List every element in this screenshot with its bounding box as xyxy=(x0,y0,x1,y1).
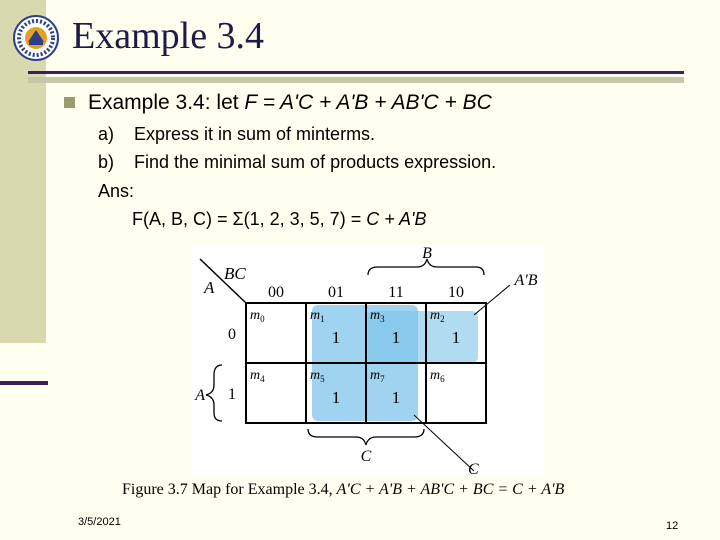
kmap-svg xyxy=(192,245,544,475)
slide-date: 3/5/2021 xyxy=(78,516,121,528)
minterm-label: $m_6$ xyxy=(430,368,445,384)
minterm-label: $m_3$ xyxy=(370,308,385,324)
title-shadow-divider xyxy=(28,77,684,83)
col-header: 10 xyxy=(448,284,464,301)
col-header: 11 xyxy=(388,284,404,301)
minterm-label: $m_2$ xyxy=(430,308,445,324)
cell-value: 1 xyxy=(391,388,401,407)
cell-value: 1 xyxy=(391,328,401,347)
corner-a-label: A xyxy=(204,278,215,297)
c-right-label: C xyxy=(468,461,479,478)
row-header: 0 xyxy=(228,326,236,343)
list-item-text: Find the minimal sum of products expression. xyxy=(134,152,497,172)
c-brace xyxy=(308,429,424,445)
a-prime-b-pointer xyxy=(474,285,510,315)
ans-label: Ans: xyxy=(98,181,135,201)
cell-value: 1 xyxy=(331,328,341,347)
bullet-expression: F = A'C + A'B + AB'C + BC xyxy=(244,91,492,114)
answer-lhs: F(A, B, C) = Σ(1, 2, 3, 5, 7) = xyxy=(132,209,367,229)
list-item-label: b) xyxy=(98,152,115,172)
minterm-label: $m_4$ xyxy=(250,368,265,384)
caption-prefix: Figure 3.7 Map for Example 3.4, xyxy=(122,481,337,498)
col-header: 01 xyxy=(328,284,344,301)
cell-value: 1 xyxy=(451,328,461,347)
minterm-label: $m_0$ xyxy=(250,308,265,324)
answer-rhs: C + A'B xyxy=(366,209,427,229)
answer-line xyxy=(132,209,427,230)
c-bottom-label: C xyxy=(360,448,372,465)
a-label: A xyxy=(195,387,205,404)
list-item xyxy=(98,124,375,145)
minterm-label: $m_5$ xyxy=(310,368,325,384)
bullet-square-icon xyxy=(64,97,75,108)
list-item-label: a) xyxy=(98,124,115,144)
sidebar-accent-line xyxy=(0,381,48,385)
col-header: 00 xyxy=(268,284,284,301)
minterm-label: $m_7$ xyxy=(370,368,385,384)
list-item xyxy=(98,152,496,173)
page-number: 12 xyxy=(666,520,679,532)
list-item-text: Express it in sum of minterms. xyxy=(134,124,376,144)
a-prime-b-label: A'B xyxy=(514,272,538,289)
bullet-prefix: Example 3.4: let xyxy=(88,91,245,114)
b-label: B xyxy=(422,245,432,262)
caption-expression: A'C + A'B + AB'C + BC = C + A'B xyxy=(336,481,565,498)
main-bullet xyxy=(88,91,492,115)
minterm-label: $m_1$ xyxy=(310,308,325,324)
university-logo xyxy=(12,14,60,62)
title-divider xyxy=(28,71,684,74)
cell-value: 1 xyxy=(331,388,341,407)
kmap-figure xyxy=(192,245,544,475)
a-brace xyxy=(206,365,222,421)
corner-bc-label: BC xyxy=(224,264,246,283)
figure-caption xyxy=(122,481,564,499)
row-header: 1 xyxy=(228,386,236,403)
page-title: Example 3.4 xyxy=(72,15,265,57)
